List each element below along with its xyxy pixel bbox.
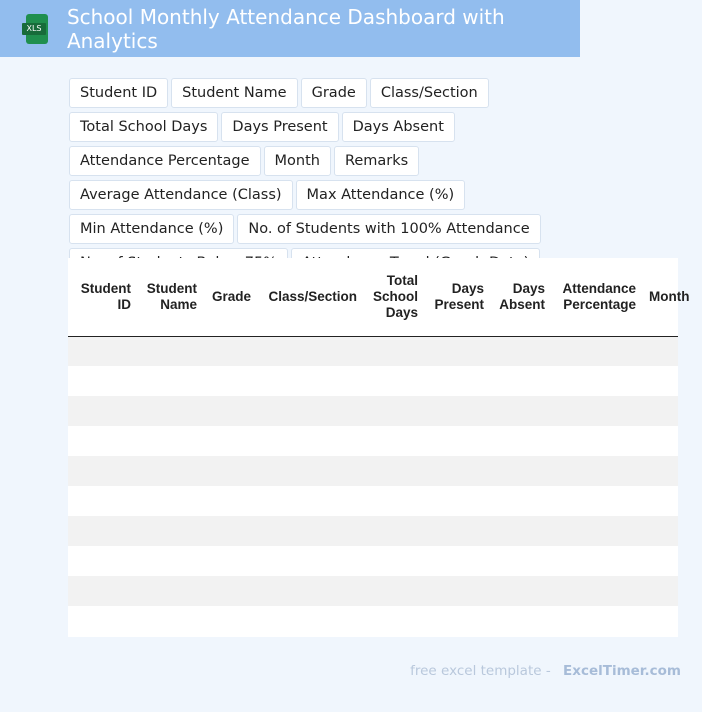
field-tag: Student ID — [69, 78, 168, 108]
field-tag: Class/Section — [370, 78, 489, 108]
field-tag: Remarks — [334, 146, 419, 176]
table-row — [68, 366, 678, 396]
field-tag: Total School Days — [69, 112, 218, 142]
page-title: School Monthly Attendance Dashboard with Analytics — [66, 4, 505, 53]
table-row — [68, 486, 678, 516]
field-tag: No. of Students with 100% Attendance — [237, 214, 540, 244]
column-header-days-absent: Days Absent — [499, 281, 545, 312]
table-header — [68, 258, 690, 337]
column-header-total-school-days: Total School Days — [372, 273, 418, 320]
column-header-student-name: Student Name — [146, 281, 197, 312]
column-header-month: Month — [649, 289, 690, 304]
footer-prefix: free excel template - — [410, 663, 551, 679]
field-tag-list — [69, 78, 629, 282]
field-tag: Attendance Percentage — [69, 146, 261, 176]
table-row — [68, 576, 678, 606]
table-row — [68, 396, 678, 426]
field-tag: Min Attendance (%) — [69, 214, 234, 244]
table-row — [68, 606, 678, 636]
table-row — [68, 456, 678, 486]
table-row — [68, 546, 678, 576]
table-row — [68, 516, 678, 546]
xls-icon-label: XLS — [22, 23, 46, 35]
field-tag: Days Absent — [342, 112, 455, 142]
table-row — [68, 426, 678, 456]
field-tag: Days Present — [221, 112, 338, 142]
field-tag: Student Name — [171, 78, 297, 108]
field-tag: Month — [264, 146, 331, 176]
column-header-grade: Grade — [211, 289, 251, 304]
column-header-student-id: Student ID — [80, 281, 131, 312]
footer-brand-link[interactable]: ExcelTimer.com — [563, 663, 681, 679]
footer-credit — [410, 663, 681, 679]
field-tag: Max Attendance (%) — [296, 180, 466, 210]
attendance-table — [68, 258, 690, 637]
xls-file-icon — [22, 14, 47, 44]
table-body — [68, 337, 678, 636]
table-row — [68, 337, 678, 366]
page-header — [0, 0, 580, 57]
column-header-attendance-percentage: Attendance Percentage — [562, 281, 636, 312]
column-header-days-present: Days Present — [434, 281, 484, 312]
field-tag: Average Attendance (Class) — [69, 180, 293, 210]
field-tag: Grade — [301, 78, 367, 108]
column-header-class-section: Class/Section — [268, 289, 357, 304]
